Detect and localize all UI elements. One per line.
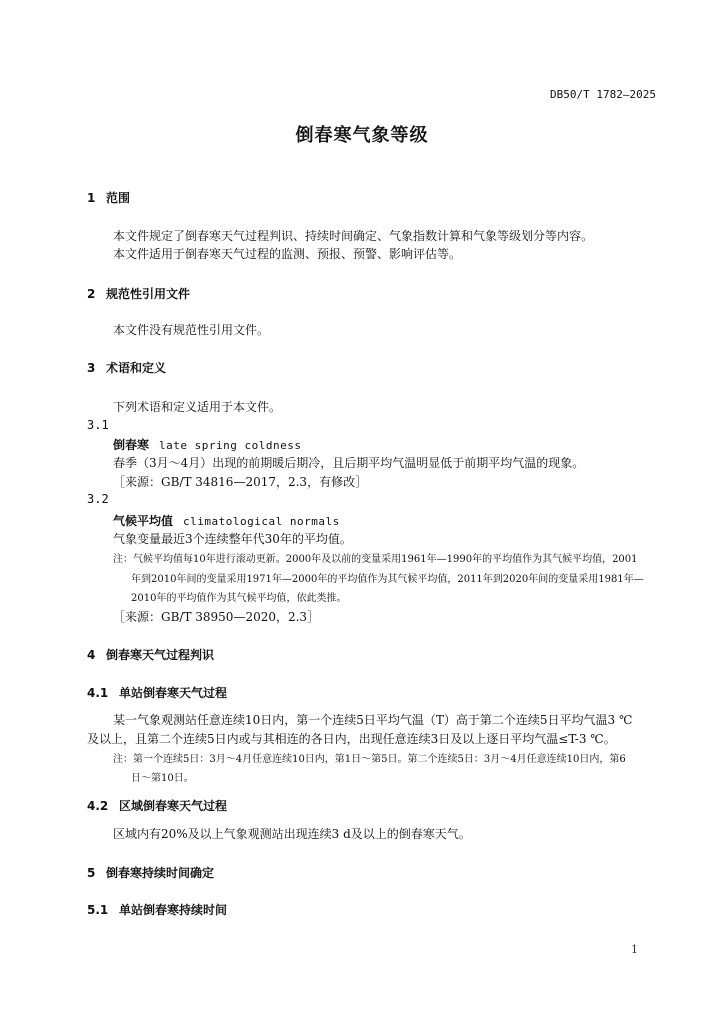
- section-number: 5: [87, 866, 96, 880]
- subsection-5-1-heading: [87, 901, 227, 918]
- note-line: 注：第一个连续5日：3月～4月任意连续10日内，第1日～第5日。第二个连续5日：3月～4月任意连续10日内，第6: [113, 754, 626, 765]
- section-number: 5.1: [87, 903, 109, 917]
- term-definition: 春季（3月～4月）出现的前期暖后期冷，且后期平均气温明显低于前期平均气温的现象。: [113, 456, 585, 470]
- paragraph: 本文件适用于倒春寒天气过程的监测、预报、预警、影响评估等。: [113, 247, 462, 261]
- term-number: 3.2: [87, 492, 109, 506]
- section-title: 规范性引用文件: [106, 287, 191, 301]
- note-line: 日～第10日。: [131, 773, 194, 784]
- note-line: 2010年的平均值作为其气候平均值，依此类推。: [131, 593, 347, 604]
- section-title: 单站倒春寒持续时间: [119, 903, 228, 917]
- section-title: 倒春寒持续时间确定: [106, 866, 215, 880]
- section-title: 区域倒春寒天气过程: [119, 799, 228, 813]
- section-1-heading: [87, 189, 130, 206]
- note-line: 年到2010年间的变量采用1971年—2000年的平均值作为其气候平均值，2011年到2020年间的变量采用1981年—: [131, 574, 644, 585]
- term-english: late spring coldness: [159, 439, 302, 452]
- page-number: 1: [631, 943, 638, 956]
- section-number: 4.2: [87, 799, 109, 813]
- standard-code: DB50/T 1782—2025: [550, 88, 656, 101]
- term-number: 3.1: [87, 418, 109, 432]
- term-entry: [113, 436, 301, 453]
- document-title: 倒春寒气象等级: [295, 125, 429, 146]
- section-number: 2: [87, 287, 96, 301]
- subsection-4-1-heading: [87, 684, 227, 701]
- note-line: 注：气候平均值每10年进行滚动更新。2000年及以前的变量采用1961年—1990年的平均值作为其气候平均值，2001: [113, 554, 638, 565]
- paragraph: 区域内有20%及以上气象观测站出现连续3 d及以上的倒春寒天气。: [113, 827, 471, 841]
- term-english: climatological normals: [183, 515, 340, 528]
- term-chinese: 气候平均值: [113, 514, 174, 528]
- section-number: 1: [87, 191, 96, 205]
- section-4-heading: [87, 646, 214, 663]
- section-number: 4: [87, 648, 96, 662]
- paragraph: 本文件没有规范性引用文件。: [113, 323, 270, 337]
- section-number: 4.1: [87, 686, 109, 700]
- term-source: ［来源：GB/T 38950—2020，2.3］: [113, 610, 320, 624]
- section-title: 术语和定义: [106, 361, 167, 375]
- paragraph: 及以上，且第二个连续5日内或与其相连的各日内，出现任意连续3日及以上逐日平均气温≤T-3 ℃。: [87, 732, 616, 746]
- section-title: 倒春寒天气过程判识: [106, 648, 215, 662]
- section-3-heading: [87, 359, 166, 376]
- subsection-4-2-heading: [87, 797, 227, 814]
- term-chinese: 倒春寒: [113, 438, 150, 452]
- paragraph: 本文件规定了倒春寒天气过程判识、持续时间确定、气象指数计算和气象等级划分等内容。: [113, 229, 594, 243]
- section-5-heading: [87, 864, 214, 881]
- section-title: 范围: [106, 191, 131, 205]
- section-title: 单站倒春寒天气过程: [119, 686, 228, 700]
- paragraph: 下列术语和定义适用于本文件。: [113, 400, 282, 414]
- paragraph: 某一气象观测站任意连续10日内，第一个连续5日平均气温（T）高于第二个连续5日平均气温3 ℃: [113, 713, 633, 727]
- term-source: ［来源：GB/T 34816—2017，2.3，有修改］: [113, 475, 368, 489]
- section-number: 3: [87, 361, 96, 375]
- term-definition: 气象变量最近3个连续整年代30年的平均值。: [113, 532, 352, 546]
- term-entry: [113, 512, 340, 529]
- section-2-heading: [87, 285, 190, 302]
